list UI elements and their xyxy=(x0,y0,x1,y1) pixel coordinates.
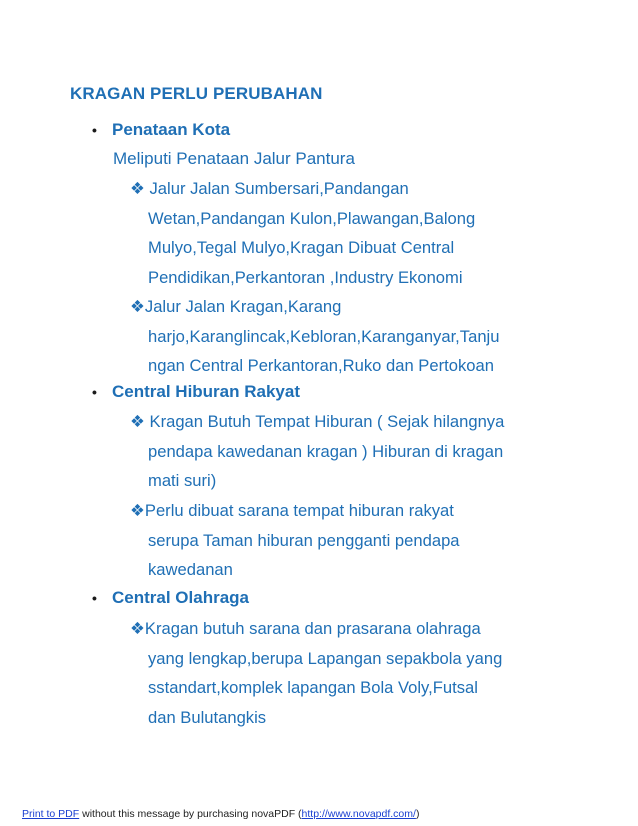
section-heading-central-hiburan-rakyat: • Central Hiburan Rakyat xyxy=(92,382,300,401)
diamond-bullet-icon: ❖ xyxy=(130,412,145,431)
list-item: ❖ Jalur Jalan Sumbersari,Pandangan Wetan,Pandangan Kulon,Plawangan,Balong Mulyo,Tegal Mulyo,Kragan Dibuat Central Pendidikan,Perkantoran ,Industry Ekonomi xyxy=(130,179,476,287)
bullet-icon: • xyxy=(92,384,97,400)
diamond-bullet-icon: ❖ xyxy=(130,501,145,520)
document-title: KRAGAN PERLU PERUBAHAN xyxy=(70,84,323,103)
diamond-bullet-icon: ❖ xyxy=(130,619,145,638)
pdf-watermark-footer: Print to PDF without this message by purchasing novaPDF (http://www.novapdf.com/) xyxy=(22,808,420,820)
list-item: ❖Jalur Jalan Kragan,Karang harjo,Karanglincak,Kebloran,Karanganyar,Tanju ngan Central Perkantoran,Ruko dan Pertokoan xyxy=(130,297,500,375)
list-item: ❖Perlu dibuat sarana tempat hiburan rakyat serupa Taman hiburan pengganti pendapa kawedanan xyxy=(130,501,460,579)
section-heading-central-olahraga: • Central Olahraga xyxy=(92,588,249,607)
novapdf-url-link[interactable]: http://www.novapdf.com/ xyxy=(301,808,416,820)
diamond-bullet-icon: ❖ xyxy=(130,179,145,198)
list-item: ❖Kragan butuh sarana dan prasarana olahraga yang lengkap,berupa Lapangan sepakbola yang sstandart,komplek lapangan Bola Voly,Futsal dan Bulutangkis xyxy=(130,619,503,727)
list-item: ❖ Kragan Butuh Tempat Hiburan ( Sejak hilangnya pendapa kawedanan kragan ) Hiburan di kragan mati suri) xyxy=(130,412,505,490)
section-subheading: Meliputi Penataan Jalur Pantura xyxy=(113,149,355,168)
print-to-pdf-link[interactable]: Print to PDF xyxy=(22,808,80,820)
bullet-icon: • xyxy=(92,590,97,606)
diamond-bullet-icon: ❖ xyxy=(130,297,145,316)
section-heading-penataan-kota: • Penataan Kota xyxy=(92,120,231,139)
bullet-icon: • xyxy=(92,122,97,138)
